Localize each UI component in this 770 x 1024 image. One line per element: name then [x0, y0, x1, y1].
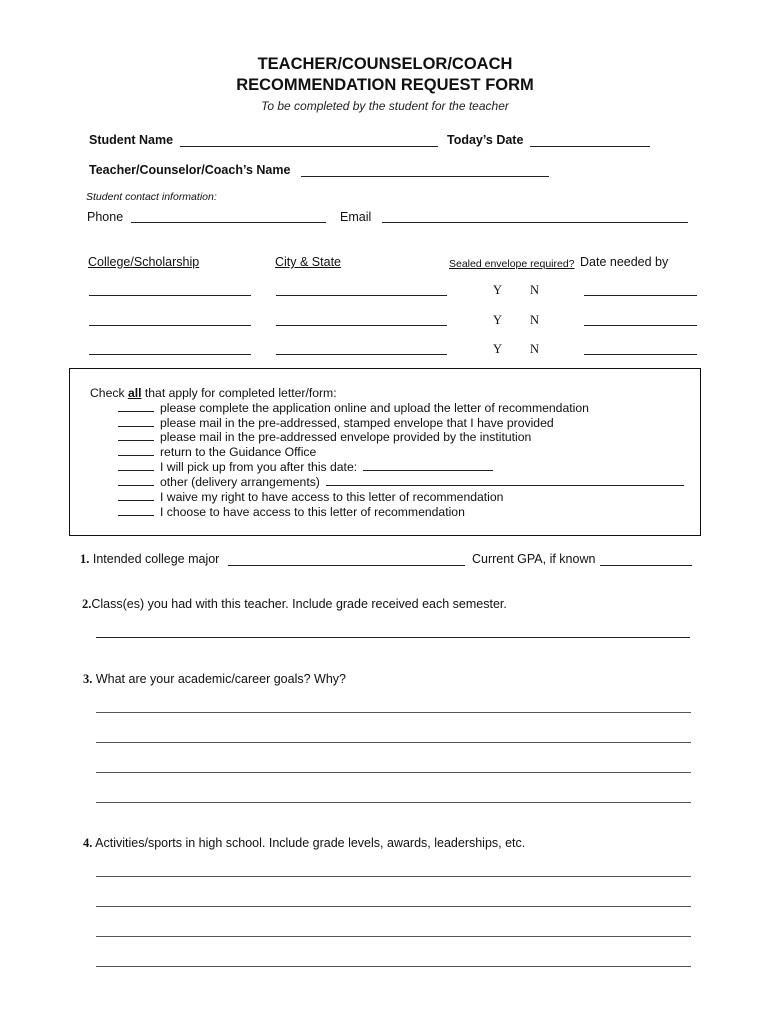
- option-pick-up[interactable]: I will pick up from you after this date:: [118, 460, 493, 474]
- gpa-label: Current GPA, if known: [472, 552, 596, 566]
- phone-label: Phone: [87, 210, 124, 224]
- contact-info-label: Student contact information:: [86, 191, 217, 203]
- teacher-name-label: Teacher/Counselor/Coach’s Name: [89, 163, 291, 177]
- q4-answer-line[interactable]: [96, 966, 691, 967]
- row3-college-field[interactable]: [89, 354, 251, 355]
- row2-yes-option[interactable]: Y: [493, 313, 503, 327]
- row1-city-field[interactable]: [276, 295, 447, 296]
- question-1: 1. Intended college major: [80, 552, 220, 566]
- gpa-field[interactable]: [600, 565, 692, 566]
- option-blank[interactable]: [118, 446, 154, 456]
- q3-answer-line[interactable]: [96, 742, 691, 743]
- phone-field[interactable]: [131, 222, 326, 223]
- question-3: 3. What are your academic/career goals? Why?: [83, 672, 346, 686]
- row2-college-field[interactable]: [89, 325, 251, 326]
- todays-date-label: Today’s Date: [447, 133, 524, 147]
- q4-answer-line[interactable]: [96, 906, 691, 907]
- student-name-field[interactable]: [180, 146, 438, 147]
- q4-answer-line[interactable]: [96, 936, 691, 937]
- option-blank[interactable]: [118, 402, 154, 412]
- q2-answer-line[interactable]: [96, 637, 690, 638]
- question-2: 2.Class(es) you had with this teacher. Include grade received each semester.: [82, 597, 507, 611]
- option-guidance-office[interactable]: return to the Guidance Office: [118, 445, 316, 459]
- row3-no-option[interactable]: N: [530, 342, 540, 356]
- row3-city-field[interactable]: [276, 354, 447, 355]
- option-blank[interactable]: [118, 506, 154, 516]
- row1-no-option[interactable]: N: [530, 283, 540, 297]
- email-field[interactable]: [382, 222, 688, 223]
- option-mail-stamped[interactable]: please mail in the pre-addressed, stamped envelope that I have provided: [118, 416, 554, 430]
- option-online-upload[interactable]: please complete the application online and upload the letter of recommendation: [118, 401, 589, 415]
- option-blank[interactable]: [118, 461, 154, 471]
- q3-answer-line[interactable]: [96, 802, 691, 803]
- form-title-line2: RECOMMENDATION REQUEST FORM: [236, 76, 534, 94]
- question-4: 4. Activities/sports in high school. Include grade levels, awards, leaderships, etc.: [83, 836, 526, 850]
- row1-college-field[interactable]: [89, 295, 251, 296]
- col-college-header: College/Scholarship: [88, 255, 200, 269]
- col-date-header: Date needed by: [580, 255, 669, 269]
- option-blank[interactable]: [118, 476, 154, 486]
- q3-answer-line[interactable]: [96, 772, 691, 773]
- form-title-line1: TEACHER/COUNSELOR/COACH: [257, 55, 513, 73]
- row3-yes-option[interactable]: Y: [493, 342, 503, 356]
- option-mail-institution[interactable]: please mail in the pre-addressed envelope provided by the institution: [118, 430, 531, 444]
- form-subtitle: To be completed by the student for the teacher: [261, 99, 509, 113]
- todays-date-field[interactable]: [530, 146, 650, 147]
- other-arrangements-field[interactable]: [326, 476, 684, 486]
- teacher-name-field[interactable]: [301, 176, 549, 177]
- option-blank[interactable]: [118, 417, 154, 427]
- option-other[interactable]: other (delivery arrangements): [118, 475, 684, 489]
- row1-yes-option[interactable]: Y: [493, 283, 503, 297]
- option-blank[interactable]: [118, 431, 154, 441]
- col-sealed-header: Sealed envelope required?: [449, 258, 575, 270]
- q3-answer-line[interactable]: [96, 712, 691, 713]
- option-waive-access[interactable]: I waive my right to have access to this letter of recommendation: [118, 490, 503, 504]
- email-label: Email: [340, 210, 372, 224]
- row3-date-field[interactable]: [584, 354, 697, 355]
- pick-up-date-field[interactable]: [363, 461, 493, 471]
- col-city-header: City & State: [275, 255, 341, 269]
- checklist-intro: Check all that apply for completed letter/form:: [90, 386, 337, 400]
- row2-date-field[interactable]: [584, 325, 697, 326]
- option-choose-access[interactable]: I choose to have access to this letter of recommendation: [118, 505, 465, 519]
- option-blank[interactable]: [118, 491, 154, 501]
- row2-no-option[interactable]: N: [530, 313, 540, 327]
- q4-answer-line[interactable]: [96, 876, 691, 877]
- student-name-label: Student Name: [89, 133, 174, 147]
- row2-city-field[interactable]: [276, 325, 447, 326]
- college-major-field[interactable]: [228, 565, 465, 566]
- row1-date-field[interactable]: [584, 295, 697, 296]
